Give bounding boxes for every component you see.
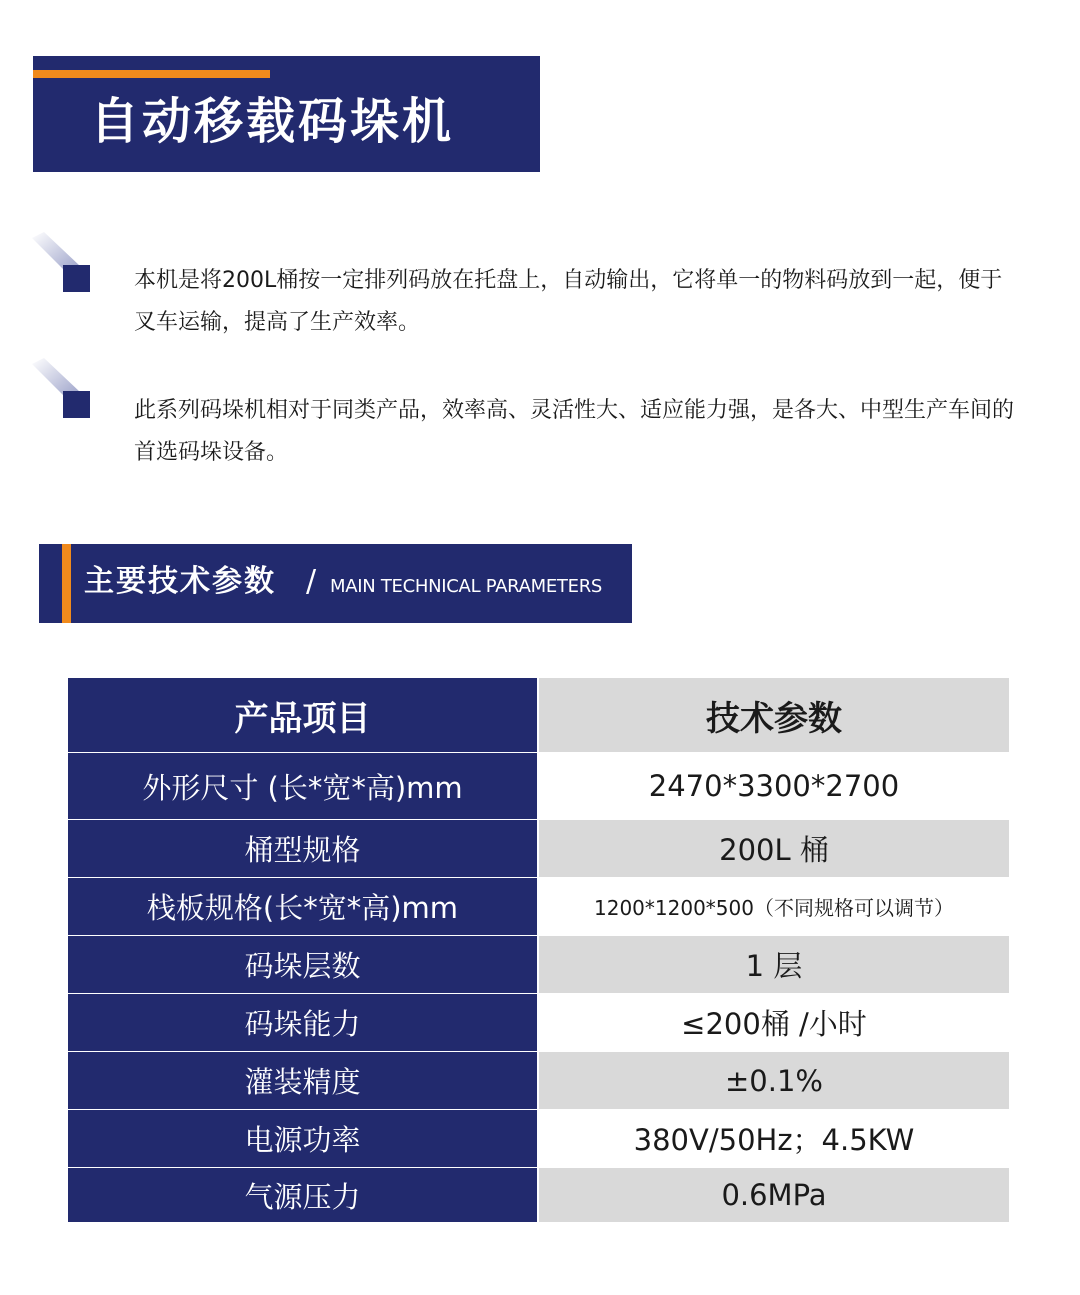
spec-table (68, 678, 1009, 1223)
header-item: 产品项目 (68, 678, 538, 753)
row-value: ±0.1% (538, 1052, 1009, 1110)
row-value: 1 层 (538, 936, 1009, 994)
section-title-en: MAIN TECHNICAL PARAMETERS (330, 576, 603, 597)
row-item: 栈板规格(长*宽*高)mm (68, 878, 538, 936)
title-accent-bar (33, 70, 270, 78)
row-value: 200L 桶 (538, 820, 1009, 878)
title-banner (33, 56, 540, 172)
intro-paragraph-1: 本机是将200L桶按一定排列码放在托盘上，自动输出，它将单一的物料码放到一起，便于叉车运输，提高了生产效率。 (134, 268, 1003, 335)
row-value: 380V/50Hz；4.5KW (538, 1110, 1009, 1168)
row-value: 2470*3300*2700 (538, 753, 1009, 820)
table-row (68, 936, 1009, 994)
square-bullet-icon (30, 232, 92, 294)
table-row (68, 1052, 1009, 1110)
table-row (68, 820, 1009, 878)
intro-paragraph-2: 此系列码垛机相对于同类产品，效率高、灵活性大、适应能力强，是各大、中型生产车间的首选码垛设备。 (134, 398, 1015, 465)
row-item: 气源压力 (68, 1168, 538, 1223)
square-bullet-icon (30, 358, 92, 420)
row-item: 灌装精度 (68, 1052, 538, 1110)
row-value: ≤200桶 /小时 (538, 994, 1009, 1052)
row-value: 0.6MPa (538, 1168, 1009, 1223)
section-header (39, 544, 632, 623)
table-row (68, 878, 1009, 936)
row-value: 1200*1200*500（不同规格可以调节） (538, 878, 1009, 936)
section-separator: / (306, 564, 317, 599)
row-item: 电源功率 (68, 1110, 538, 1168)
row-item: 外形尺寸 (长*宽*高)mm (68, 753, 538, 820)
table-row (68, 1110, 1009, 1168)
page-title: 自动移载码垛机 (90, 93, 455, 150)
row-item: 桶型规格 (68, 820, 538, 878)
section-title-cn: 主要技术参数 (84, 564, 276, 599)
table-row (68, 994, 1009, 1052)
table-header-row (68, 678, 1009, 753)
section-accent-bar (62, 544, 71, 623)
row-item: 码垛能力 (68, 994, 538, 1052)
header-param: 技术参数 (538, 678, 1009, 753)
row-item: 码垛层数 (68, 936, 538, 994)
table-row (68, 1168, 1009, 1223)
table-row (68, 753, 1009, 820)
